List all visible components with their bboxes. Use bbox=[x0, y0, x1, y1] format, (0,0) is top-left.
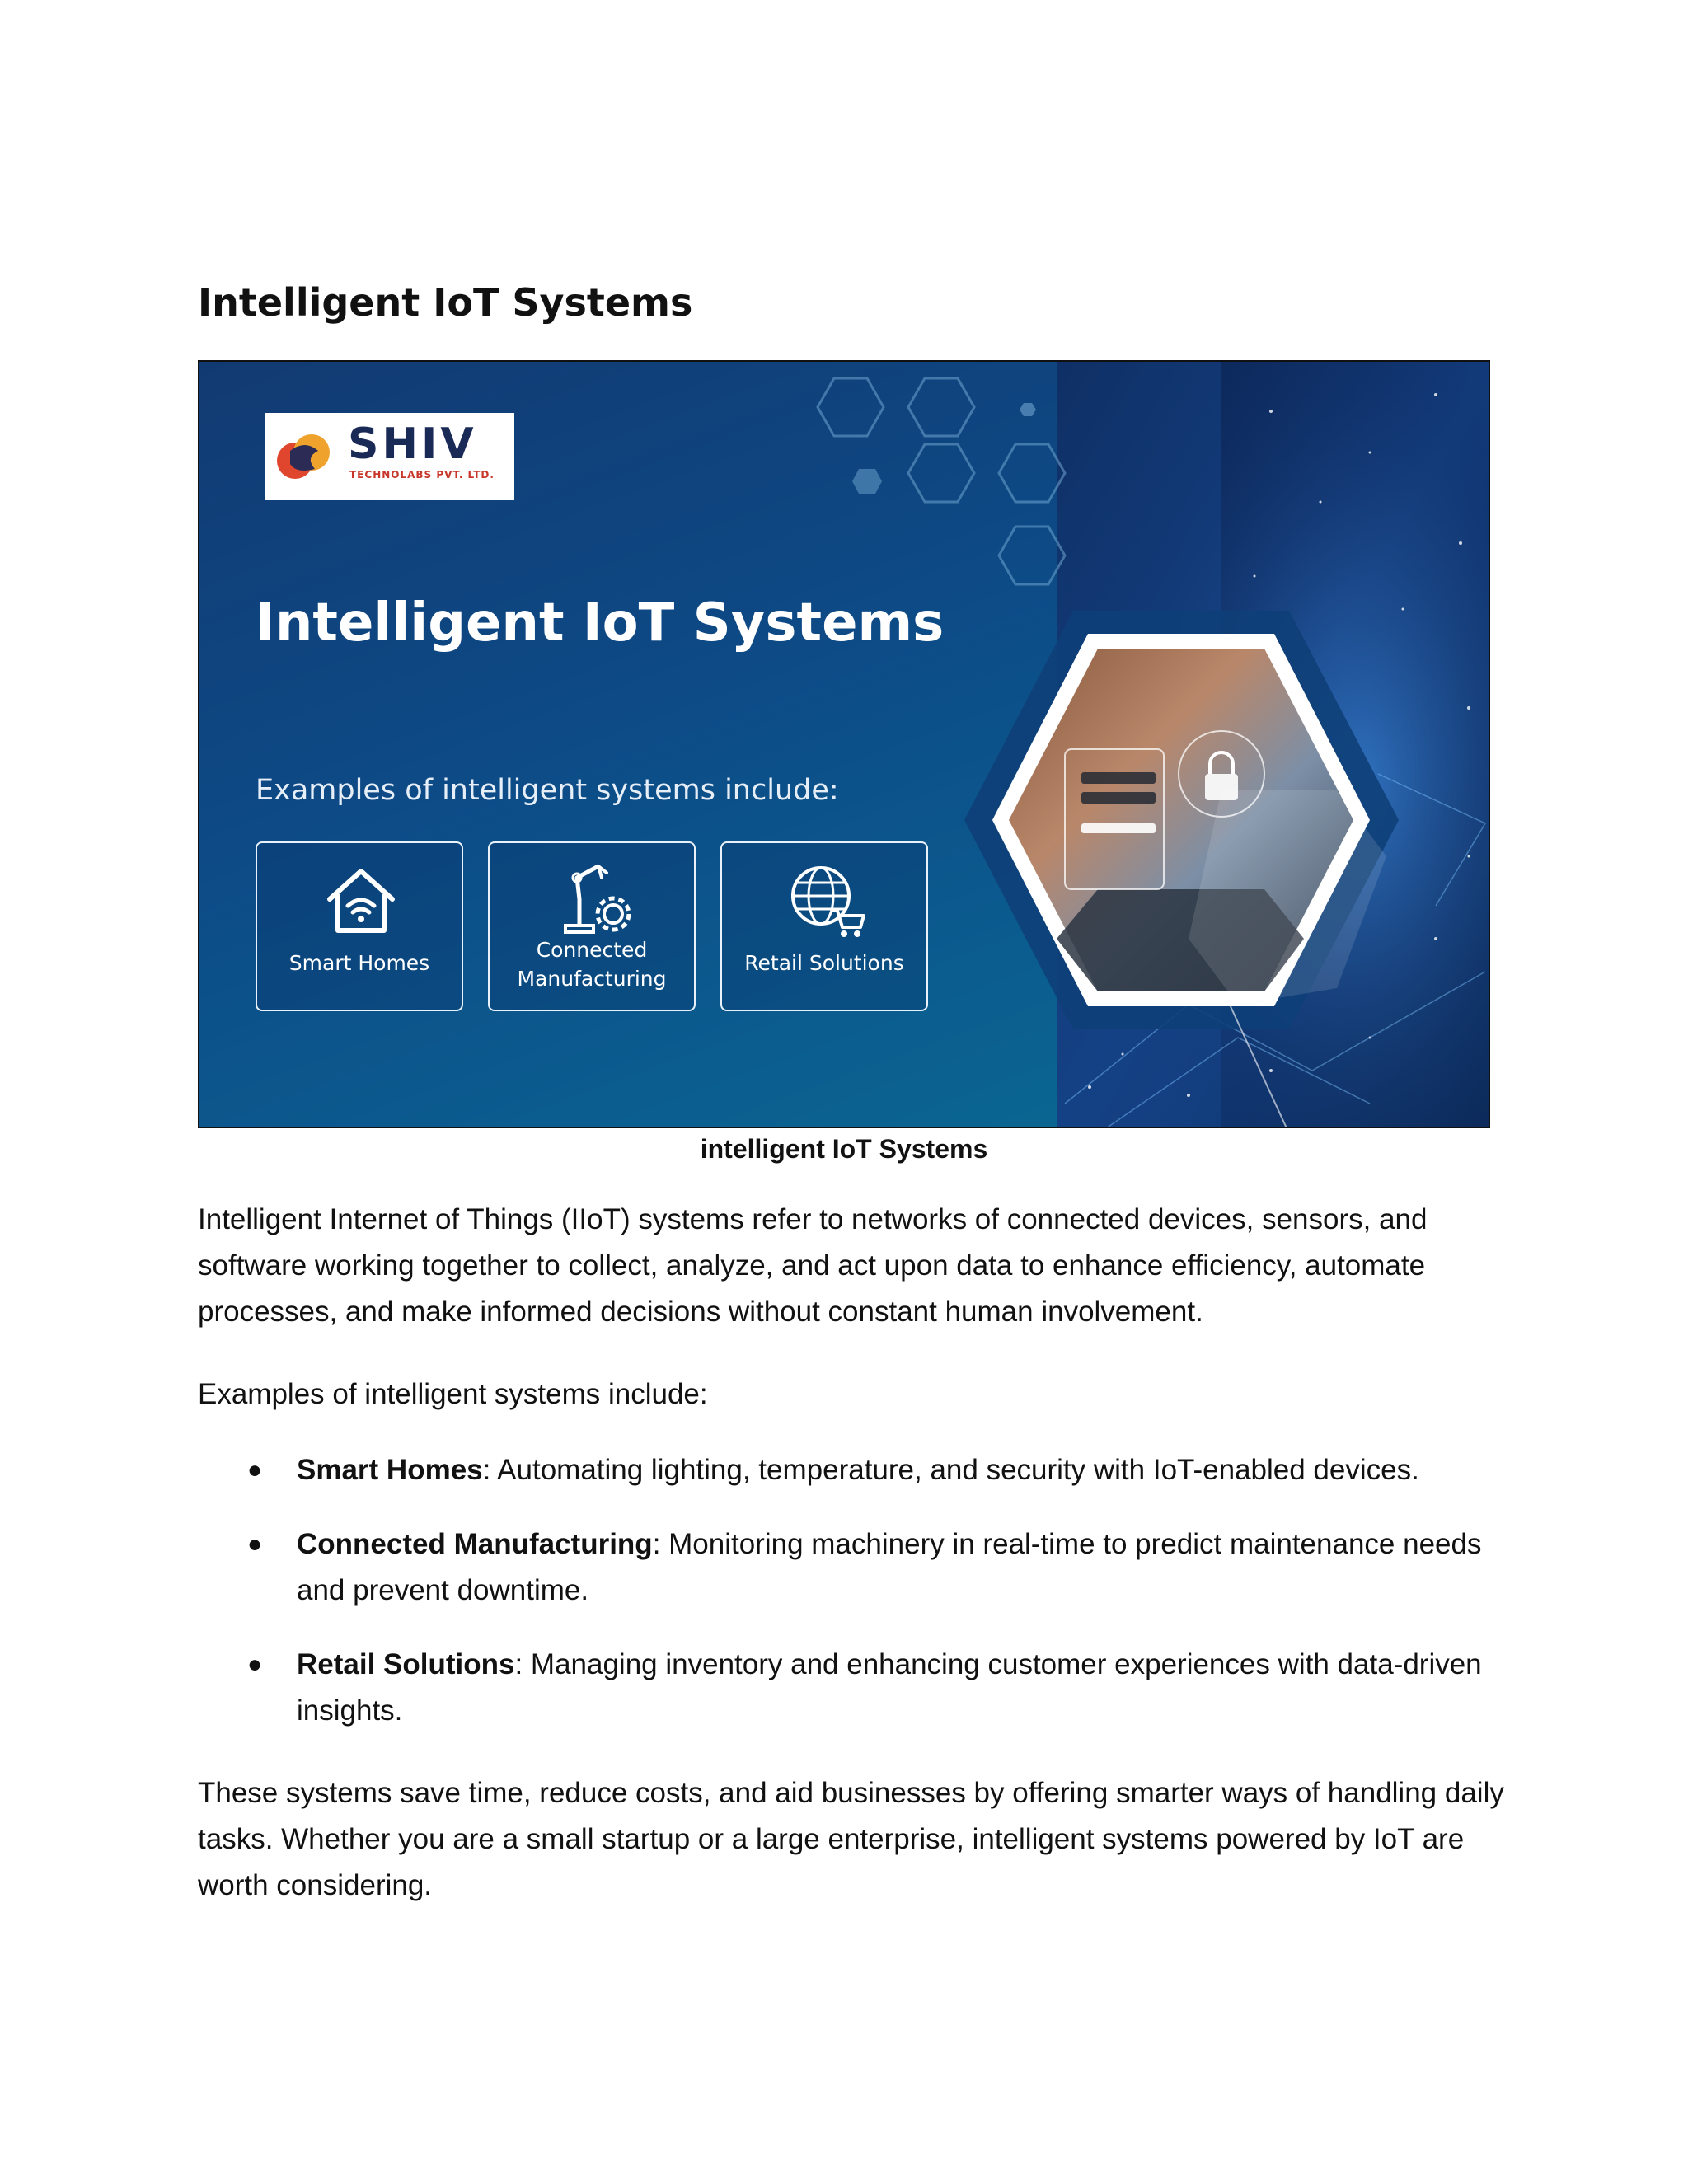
image-caption: intelligent IoT Systems bbox=[700, 1134, 988, 1164]
list-item-term: Retail Solutions bbox=[297, 1648, 515, 1680]
card-retail-solutions bbox=[720, 841, 928, 1011]
list-item bbox=[198, 1447, 1508, 1493]
list-item-text: : Managing inventory and enhancing customer experiences with data-driven insights. bbox=[297, 1648, 1482, 1727]
globe-cart-icon bbox=[785, 860, 867, 942]
bullet-icon: ● bbox=[247, 1651, 263, 1678]
list-item-text: : Automating lighting, temperature, and security with IoT-enabled devices. bbox=[482, 1454, 1419, 1486]
card-smart-homes bbox=[256, 841, 463, 1011]
list-item bbox=[198, 1642, 1508, 1734]
bullet-icon: ● bbox=[247, 1456, 263, 1483]
bullet-icon: ● bbox=[247, 1530, 263, 1558]
page-title: Intelligent IoT Systems bbox=[198, 280, 693, 325]
examples-list bbox=[198, 1447, 1508, 1762]
conclusion-paragraph: These systems save time, reduce costs, and aid businesses by offering smarter ways of handling daily tasks. Whether you are a small startup or a large enterprise, intelligent systems powered by IoT are worth considering. bbox=[198, 1777, 1504, 1901]
banner-subtitle: Examples of intelligent systems include: bbox=[256, 774, 839, 807]
card-label: Connected Manufacturing bbox=[517, 938, 667, 991]
intro-paragraph: Intelligent Internet of Things (IIoT) systems refer to networks of connected devices, sensors, and software working together to collect, analyze, and act upon data to enhance efficiency, automate processes, and make informed decisions without constant human involvement. bbox=[198, 1203, 1428, 1328]
logo-wordmark: SHIV bbox=[348, 419, 477, 469]
list-item-term: Smart Homes bbox=[297, 1454, 483, 1486]
card-label: Smart Homes bbox=[288, 951, 430, 975]
company-logo bbox=[256, 405, 504, 492]
card-label: Retail Solutions bbox=[744, 951, 904, 975]
card-connected-manufacturing bbox=[488, 841, 696, 1011]
list-item-text: : Monitoring machinery in real-time to predict maintenance needs and prevent downtime. bbox=[297, 1528, 1482, 1606]
banner-image bbox=[198, 360, 1490, 1128]
robot-arm-gear-icon bbox=[552, 860, 635, 942]
list-item-term: Connected Manufacturing bbox=[297, 1528, 653, 1560]
examples-heading: Examples of intelligent systems include: bbox=[198, 1378, 708, 1410]
smart-home-icon bbox=[320, 860, 402, 942]
list-item bbox=[198, 1521, 1508, 1614]
logo-subtitle: TECHNOLABS PVT. LTD. bbox=[349, 469, 495, 480]
banner-title: Intelligent IoT Systems bbox=[256, 593, 945, 654]
